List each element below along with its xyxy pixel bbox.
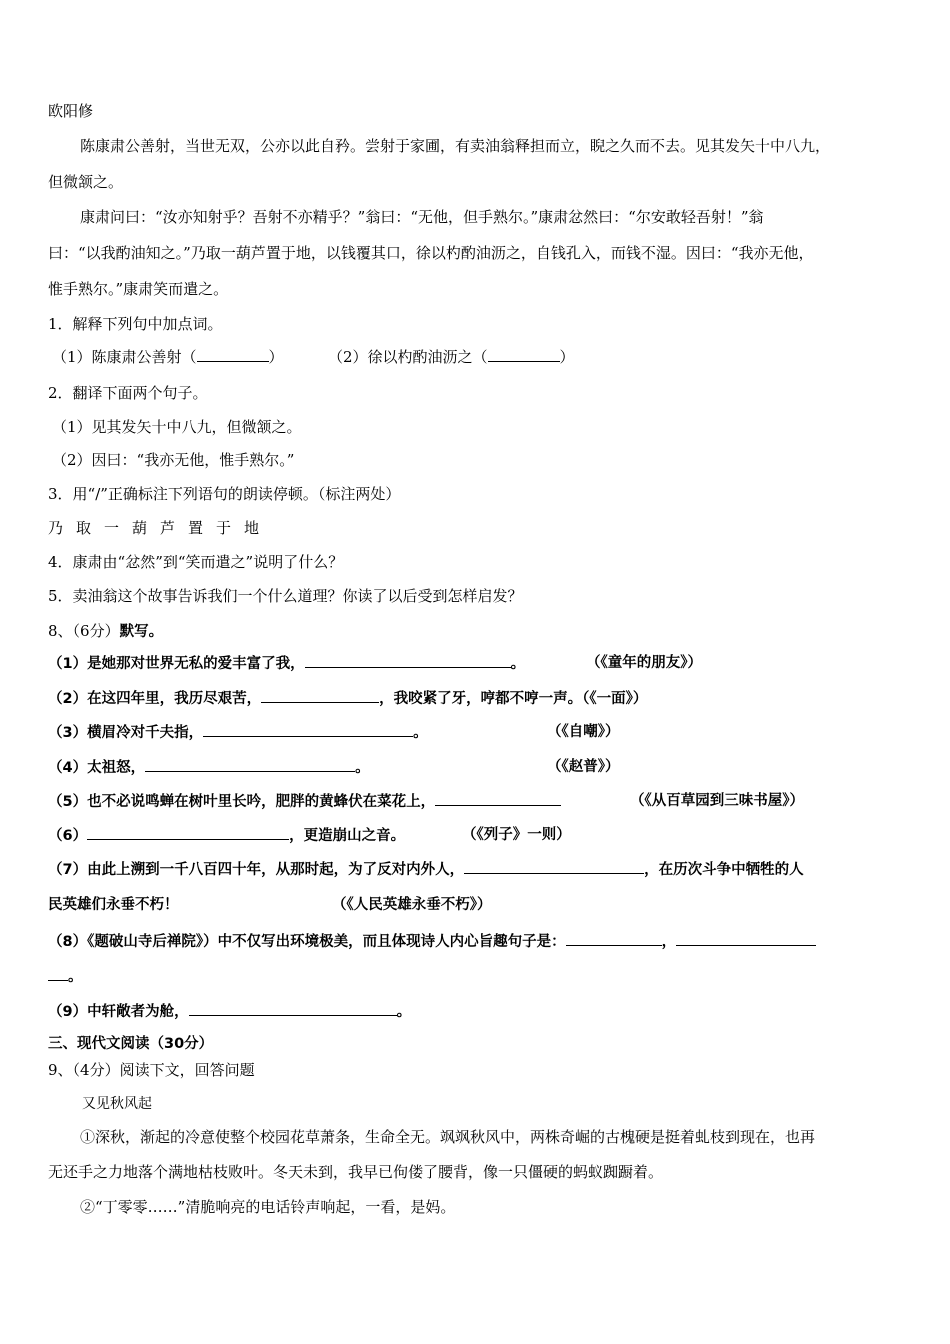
answer-blank[interactable] [305,653,511,668]
recite-4-end: 。 [355,760,370,776]
answer-blank[interactable] [197,347,269,362]
question-4: 4．康肃由“忿然”到“笑而遣之”说明了什么？ [48,553,344,571]
recite-line-6 [48,825,405,846]
article-paragraph-1-cont: 无还手之力地落个满地枯枝败叶。冬天未到，我早已佝偻了腰背，像一只僵硬的蚂蚁踟蹰着。 [48,1163,664,1181]
recite-1-text: （1）是她那对世界无私的爱丰富了我， [48,656,305,672]
recite-8-text: （8）《题破山寺后禅院》）中不仅写出环境极美，而且体现诗人内心旨趣句子是： [48,934,566,950]
recite-6-source: （《列子》一则） [462,827,571,843]
recite-line-7 [48,859,804,880]
recite-line-2 [48,688,647,709]
question-3: 3．用“/”正确标注下列语句的朗读停顿。（标注两处） [48,485,401,503]
recite-3-source: （《自嘲》） [547,724,620,740]
q1-item-2-text: （2）徐以杓酌油沥之（ [328,348,488,366]
q1-item-1-close: ） [268,348,284,366]
recite-2-end: ，我咬紧了牙，哼都不哼一声。（《一面》） [379,691,648,707]
author-line: 欧阳修 [48,102,94,120]
recite-7-source: （《人民英雄永垂不朽》） [332,897,492,913]
recite-line-8-cont [48,966,83,987]
q1-item-2-close: ） [559,348,575,366]
article-paragraph-2: ②“丁零零……”清脆响亮的电话铃声响起，一看，是妈。 [80,1198,456,1216]
recite-9-end: 。 [396,1004,412,1020]
recite-5-source: （《从百草园到三味书屋》） [630,793,804,809]
answer-blank[interactable] [488,347,560,362]
passage-paragraph-1-cont: 但微颔之。 [48,173,124,191]
answer-blank[interactable] [189,1001,397,1016]
article-paragraph-1: ①深秋，渐起的冷意使整个校园花草萧条，生命全无。飒飒秋风中，两株奇崛的古槐硬是挺着虬枝到现在，也再 [80,1128,816,1146]
section-8-number: 8、（6分） [48,622,120,640]
answer-blank[interactable] [203,722,413,737]
recite-line-3 [48,722,428,743]
question-1-item-1 [52,347,284,367]
section-3-header: 三、现代文阅读（30分） [48,1036,214,1052]
recite-line-1 [48,653,525,674]
section-8-title: 默写。 [119,624,164,640]
answer-blank[interactable] [145,757,355,772]
answer-blank[interactable] [48,966,68,981]
recite-3-text: （3）横眉冷对千夫指， [48,725,204,741]
answer-blank[interactable] [676,931,816,946]
recite-4-text: （4）太祖怒， [48,760,146,776]
recite-7-text: （7）由此上溯到一千八百四十年，从那时起，为了反对内外人， [48,862,465,878]
recite-line-9 [48,1001,411,1022]
q1-item-1-text: （1）陈康肃公善射（ [52,348,197,366]
article-title: 又见秋风起 [82,1096,152,1112]
recite-5-text: （5）也不必说鸣蝉在树叶里长吟，肥胖的黄蜂伏在菜花上， [48,794,436,810]
passage-paragraph-2-cont: 曰：“以我酌油知之。”乃取一葫芦置于地，以钱覆其口，徐以杓酌油沥之，自钱孔入，而钱不湿。因曰：“我亦无他， [48,244,814,262]
question-2-item-2: （2）因曰：“我亦无他，惟手熟尔。” [52,451,295,469]
answer-blank[interactable] [435,791,561,806]
recite-9-text: （9）中轩敞者为舱， [48,1004,189,1020]
passage-paragraph-1: 陈康肃公善射，当世无双，公亦以此自矜。尝射于家圃，有卖油翁释担而立，睨之久而不去。见其发矢十中八九， [80,137,831,155]
recite-3-end: 。 [413,725,428,741]
answer-blank[interactable] [464,859,644,874]
recite-line-5 [48,791,561,812]
recite-4-source: （《赵普》） [547,759,620,775]
recite-line-4 [48,757,370,778]
section-8-header [48,621,163,642]
recite-line-7-cont: 民英雄们永垂不朽！ [48,897,179,913]
recite-line-8 [48,931,816,952]
answer-blank[interactable] [566,931,662,946]
recite-1-end: 。 [510,656,526,672]
recite-6-text: （6） [48,828,88,844]
question-1: 1．解释下列句中加点词。 [48,315,223,333]
passage-paragraph-2: 康肃问曰：“汝亦知射乎？吾射不亦精乎？”翁曰：“无他，但手熟尔。”康肃忿然曰：“尔安敢轻吾射！”翁 [80,208,764,226]
answer-blank[interactable] [87,825,289,840]
question-5: 5．卖油翁这个故事告诉我们一个什么道理？你读了以后受到怎样启发？ [48,587,523,605]
recite-2-text: （2）在这四年里，我历尽艰苦， [48,691,262,707]
question-1-item-2 [328,347,575,367]
passage-paragraph-2-end: 惟手熟尔。”康肃笑而遣之。 [48,280,229,298]
question-2: 2．翻译下面两个句子。 [48,384,208,402]
question-3-sentence: 乃取一葫芦置于地 [48,519,273,537]
recite-6-end: ，更造崩山之音。 [289,828,406,844]
recite-8-end: 。 [68,969,83,985]
recite-8-comma: ， [661,934,677,950]
answer-blank[interactable] [261,688,379,703]
question-9: 9、（4分）阅读下文，回答问题 [48,1061,255,1079]
recite-1-source: （《童年的朋友》） [586,655,702,671]
recite-7-end: ，在历次斗争中牺牲的人 [644,862,804,878]
question-2-item-1: （1）见其发矢十中八九，但微颔之。 [52,418,302,436]
